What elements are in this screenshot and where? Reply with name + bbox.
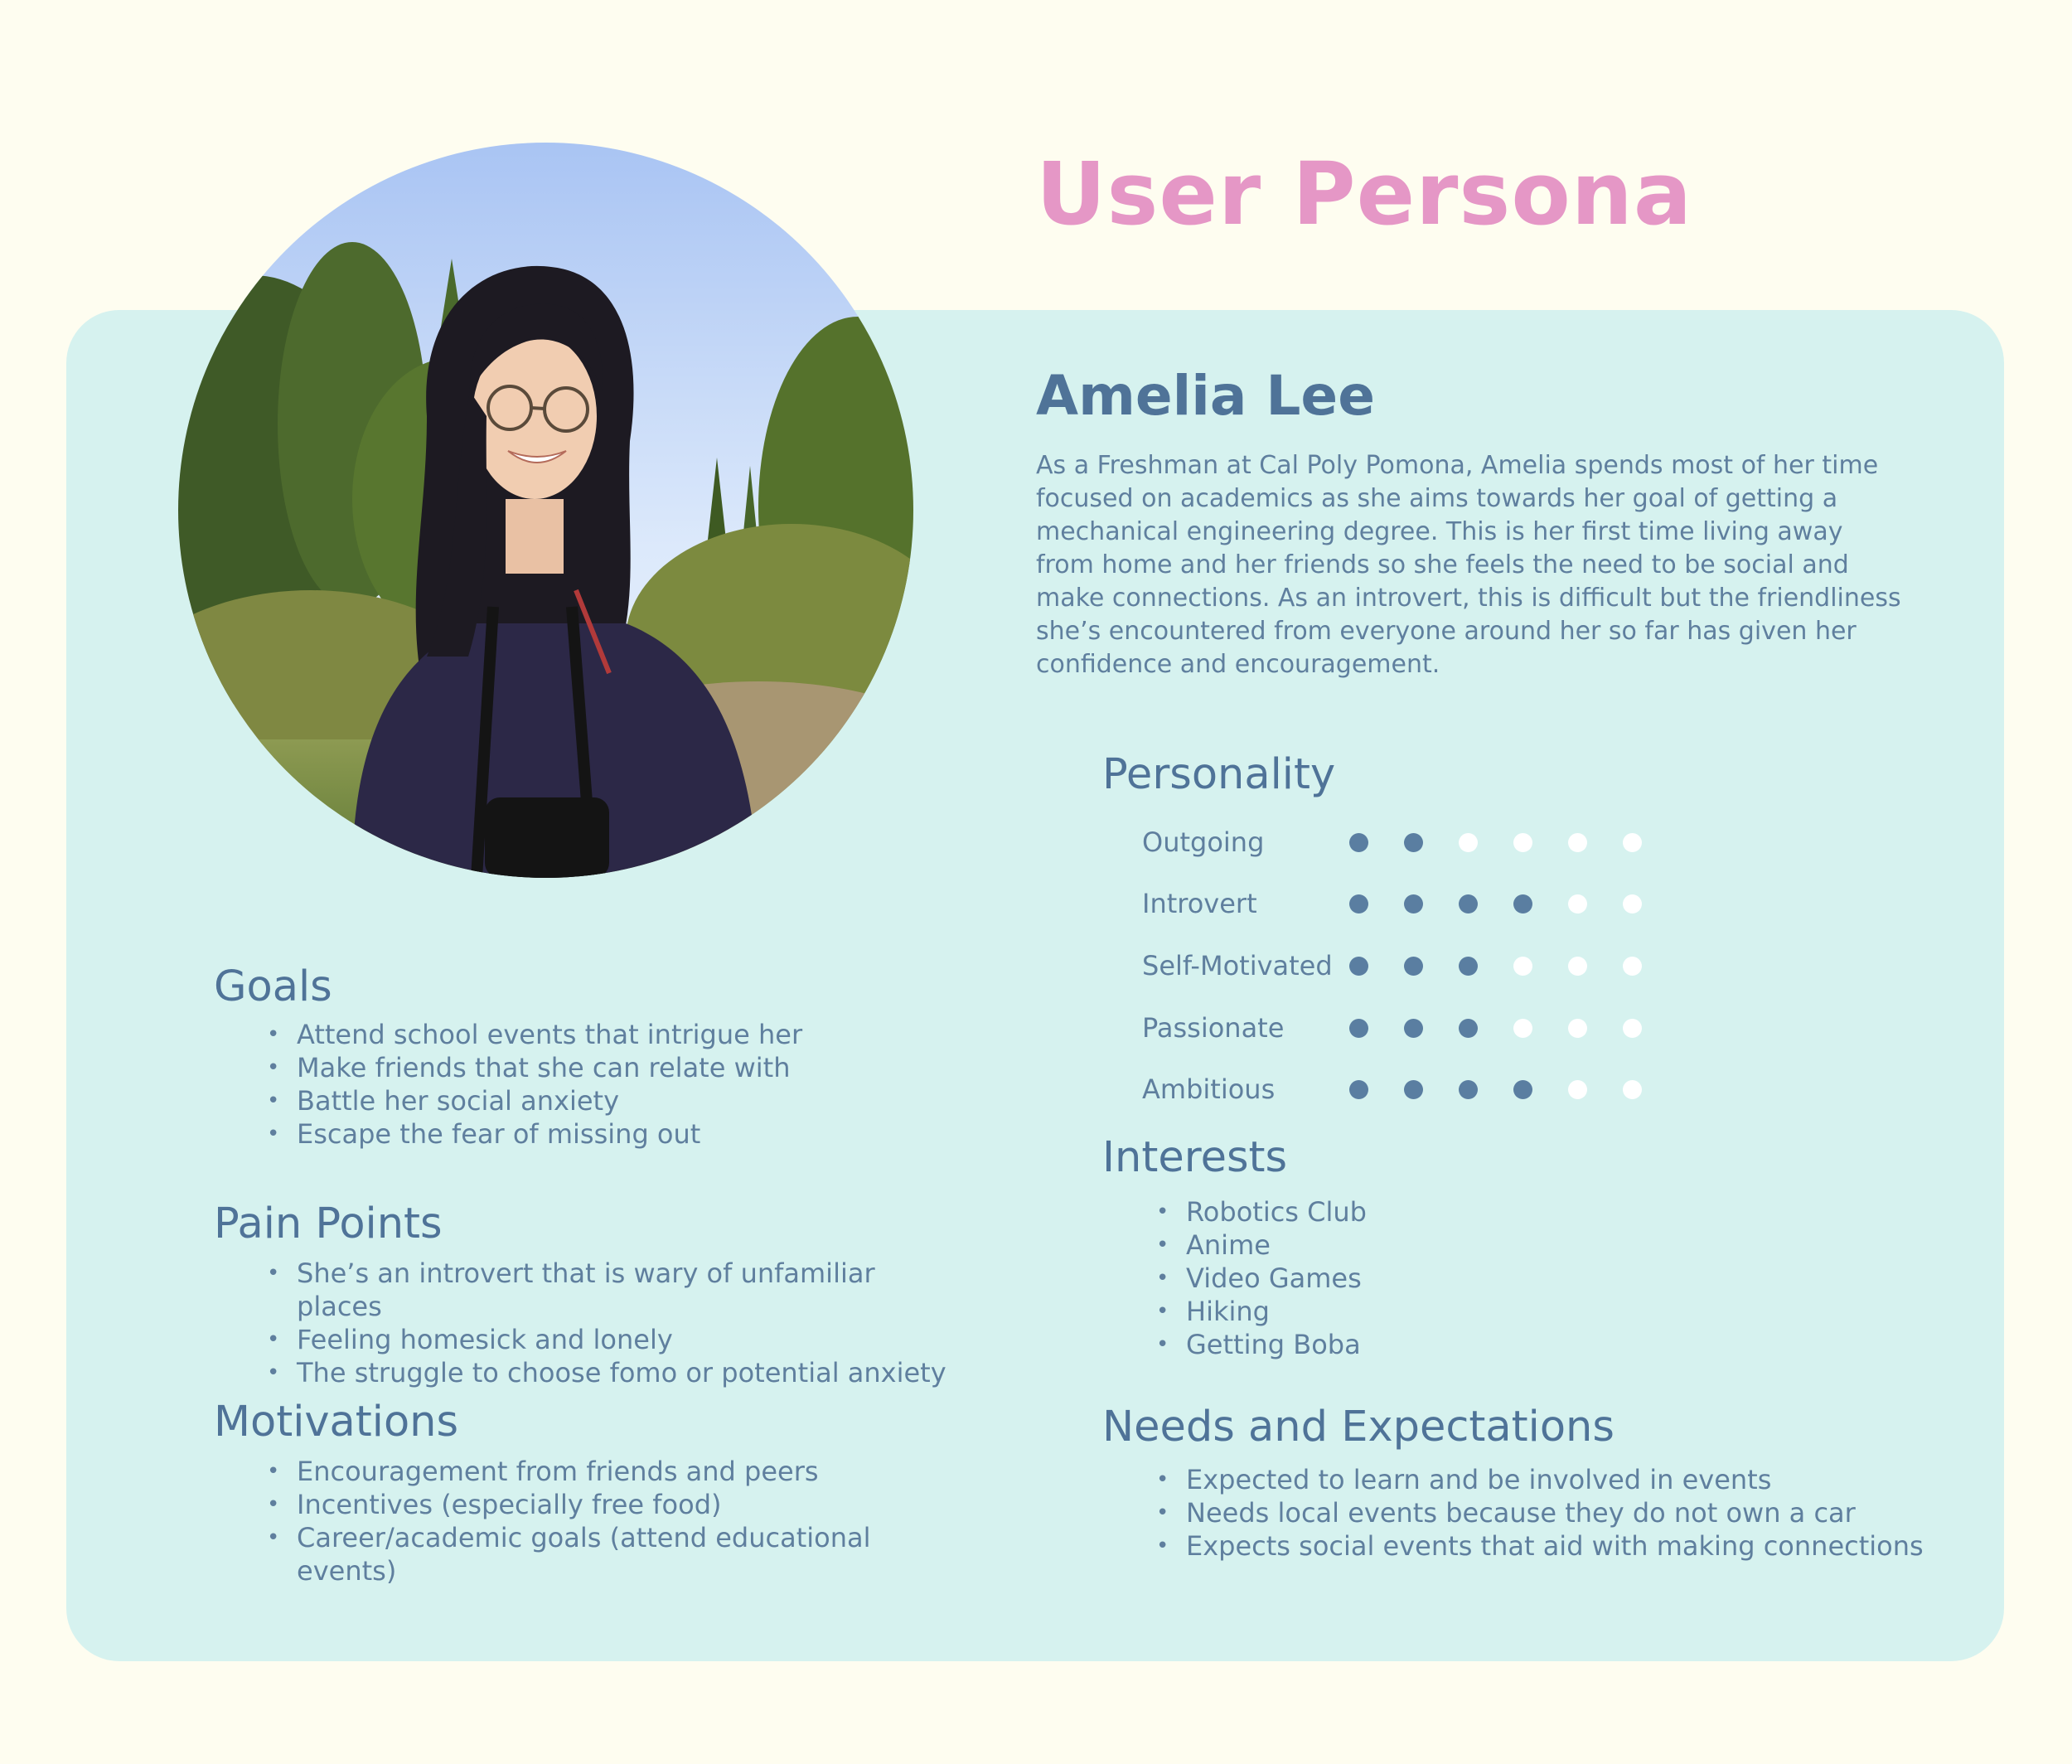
list-item: • Attend school events that intrigue her [267, 1018, 963, 1051]
rating-dot-filled [1513, 894, 1532, 914]
list-item: • She’s an introvert that is wary of unfamiliar places [267, 1257, 963, 1323]
rating-dot-filled [1404, 1080, 1423, 1099]
rating-dot-empty [1513, 957, 1532, 976]
trait-label: Outgoing [1142, 826, 1265, 858]
goals-list [267, 1018, 963, 1151]
list-item: • Feeling homesick and lonely [267, 1323, 963, 1356]
list-item: • Make friends that she can relate with [267, 1051, 963, 1084]
trait-rating [1349, 1080, 1648, 1100]
page-title: User Persona [1036, 143, 1692, 245]
list-item: • Expects social events that aid with making connections [1156, 1529, 1952, 1563]
goals-heading: Goals [214, 962, 332, 1011]
persona-bio: As a Freshman at Cal Poly Pomona, Amelia spends most of her time focused on academics as she aims towards her goal of getting a mechanical engineering degree. This is her first time living away from home and her friends so she feels the need to be social and make connections. As an introvert, this is difficult but the friendliness she’s encountered from everyone around her so far has given her confidence and encouragement. [1036, 451, 1901, 679]
pain-points-heading: Pain Points [214, 1199, 443, 1248]
list-item: • Career/academic goals (attend educational events) [267, 1521, 946, 1587]
rating-dot-filled [1349, 1080, 1368, 1099]
list-item: • Hiking [1156, 1295, 1653, 1328]
list-item: • Anime [1156, 1228, 1653, 1262]
list-item: • Expected to learn and be involved in events [1156, 1463, 1952, 1496]
rating-dot-filled [1459, 957, 1478, 976]
list-item: • Escape the fear of missing out [267, 1117, 963, 1151]
rating-dot-empty [1623, 1019, 1642, 1038]
rating-dot-filled [1349, 957, 1368, 976]
rating-dot-filled [1459, 894, 1478, 914]
list-item: • Needs local events because they do not own a car [1156, 1496, 1952, 1529]
trait-label: Self-Motivated [1142, 950, 1333, 981]
rating-dot-filled [1349, 1019, 1368, 1038]
trait-rating [1349, 957, 1648, 976]
rating-dot-empty [1568, 1019, 1587, 1038]
list-item: • Encouragement from friends and peers [267, 1455, 946, 1488]
rating-dot-filled [1513, 1080, 1532, 1099]
interests-heading: Interests [1102, 1133, 1288, 1182]
rating-dot-empty [1623, 833, 1642, 852]
rating-dot-filled [1404, 894, 1423, 914]
needs-heading: Needs and Expectations [1102, 1403, 1615, 1451]
rating-dot-empty [1568, 894, 1587, 914]
persona-photo [178, 143, 913, 878]
list-item: • Incentives (especially free food) [267, 1488, 946, 1521]
personality-heading: Personality [1102, 750, 1336, 799]
persona-photo-illustration [178, 143, 913, 878]
interests-list [1156, 1195, 1653, 1361]
rating-dot-empty [1568, 833, 1587, 852]
list-item: • Battle her social anxiety [267, 1084, 963, 1117]
rating-dot-filled [1404, 833, 1423, 852]
motivations-heading: Motivations [214, 1398, 459, 1447]
pain-points-list [267, 1257, 963, 1389]
rating-dot-filled [1349, 894, 1368, 914]
trait-rating [1349, 1019, 1648, 1039]
rating-dot-filled [1404, 957, 1423, 976]
trait-label: Passionate [1142, 1012, 1285, 1044]
rating-dot-empty [1568, 1080, 1587, 1099]
rating-dot-filled [1349, 833, 1368, 852]
rating-dot-empty [1459, 833, 1478, 852]
rating-dot-empty [1568, 957, 1587, 976]
list-item: • Robotics Club [1156, 1195, 1653, 1228]
rating-dot-filled [1459, 1019, 1478, 1038]
rating-dot-empty [1623, 957, 1642, 976]
rating-dot-empty [1513, 833, 1532, 852]
rating-dot-filled [1404, 1019, 1423, 1038]
list-item: • The struggle to choose fomo or potential anxiety [267, 1356, 963, 1389]
persona-name: Amelia Lee [1036, 364, 1375, 428]
list-item: • Video Games [1156, 1262, 1653, 1295]
needs-list [1156, 1463, 1952, 1563]
rating-dot-empty [1623, 1080, 1642, 1099]
list-item: • Getting Boba [1156, 1328, 1653, 1361]
rating-dot-filled [1459, 1080, 1478, 1099]
trait-label: Introvert [1142, 888, 1257, 919]
rating-dot-empty [1513, 1019, 1532, 1038]
trait-rating [1349, 833, 1648, 853]
trait-label: Ambitious [1142, 1073, 1276, 1105]
trait-rating [1349, 894, 1648, 914]
rating-dot-empty [1623, 894, 1642, 914]
motivations-list [267, 1455, 946, 1587]
